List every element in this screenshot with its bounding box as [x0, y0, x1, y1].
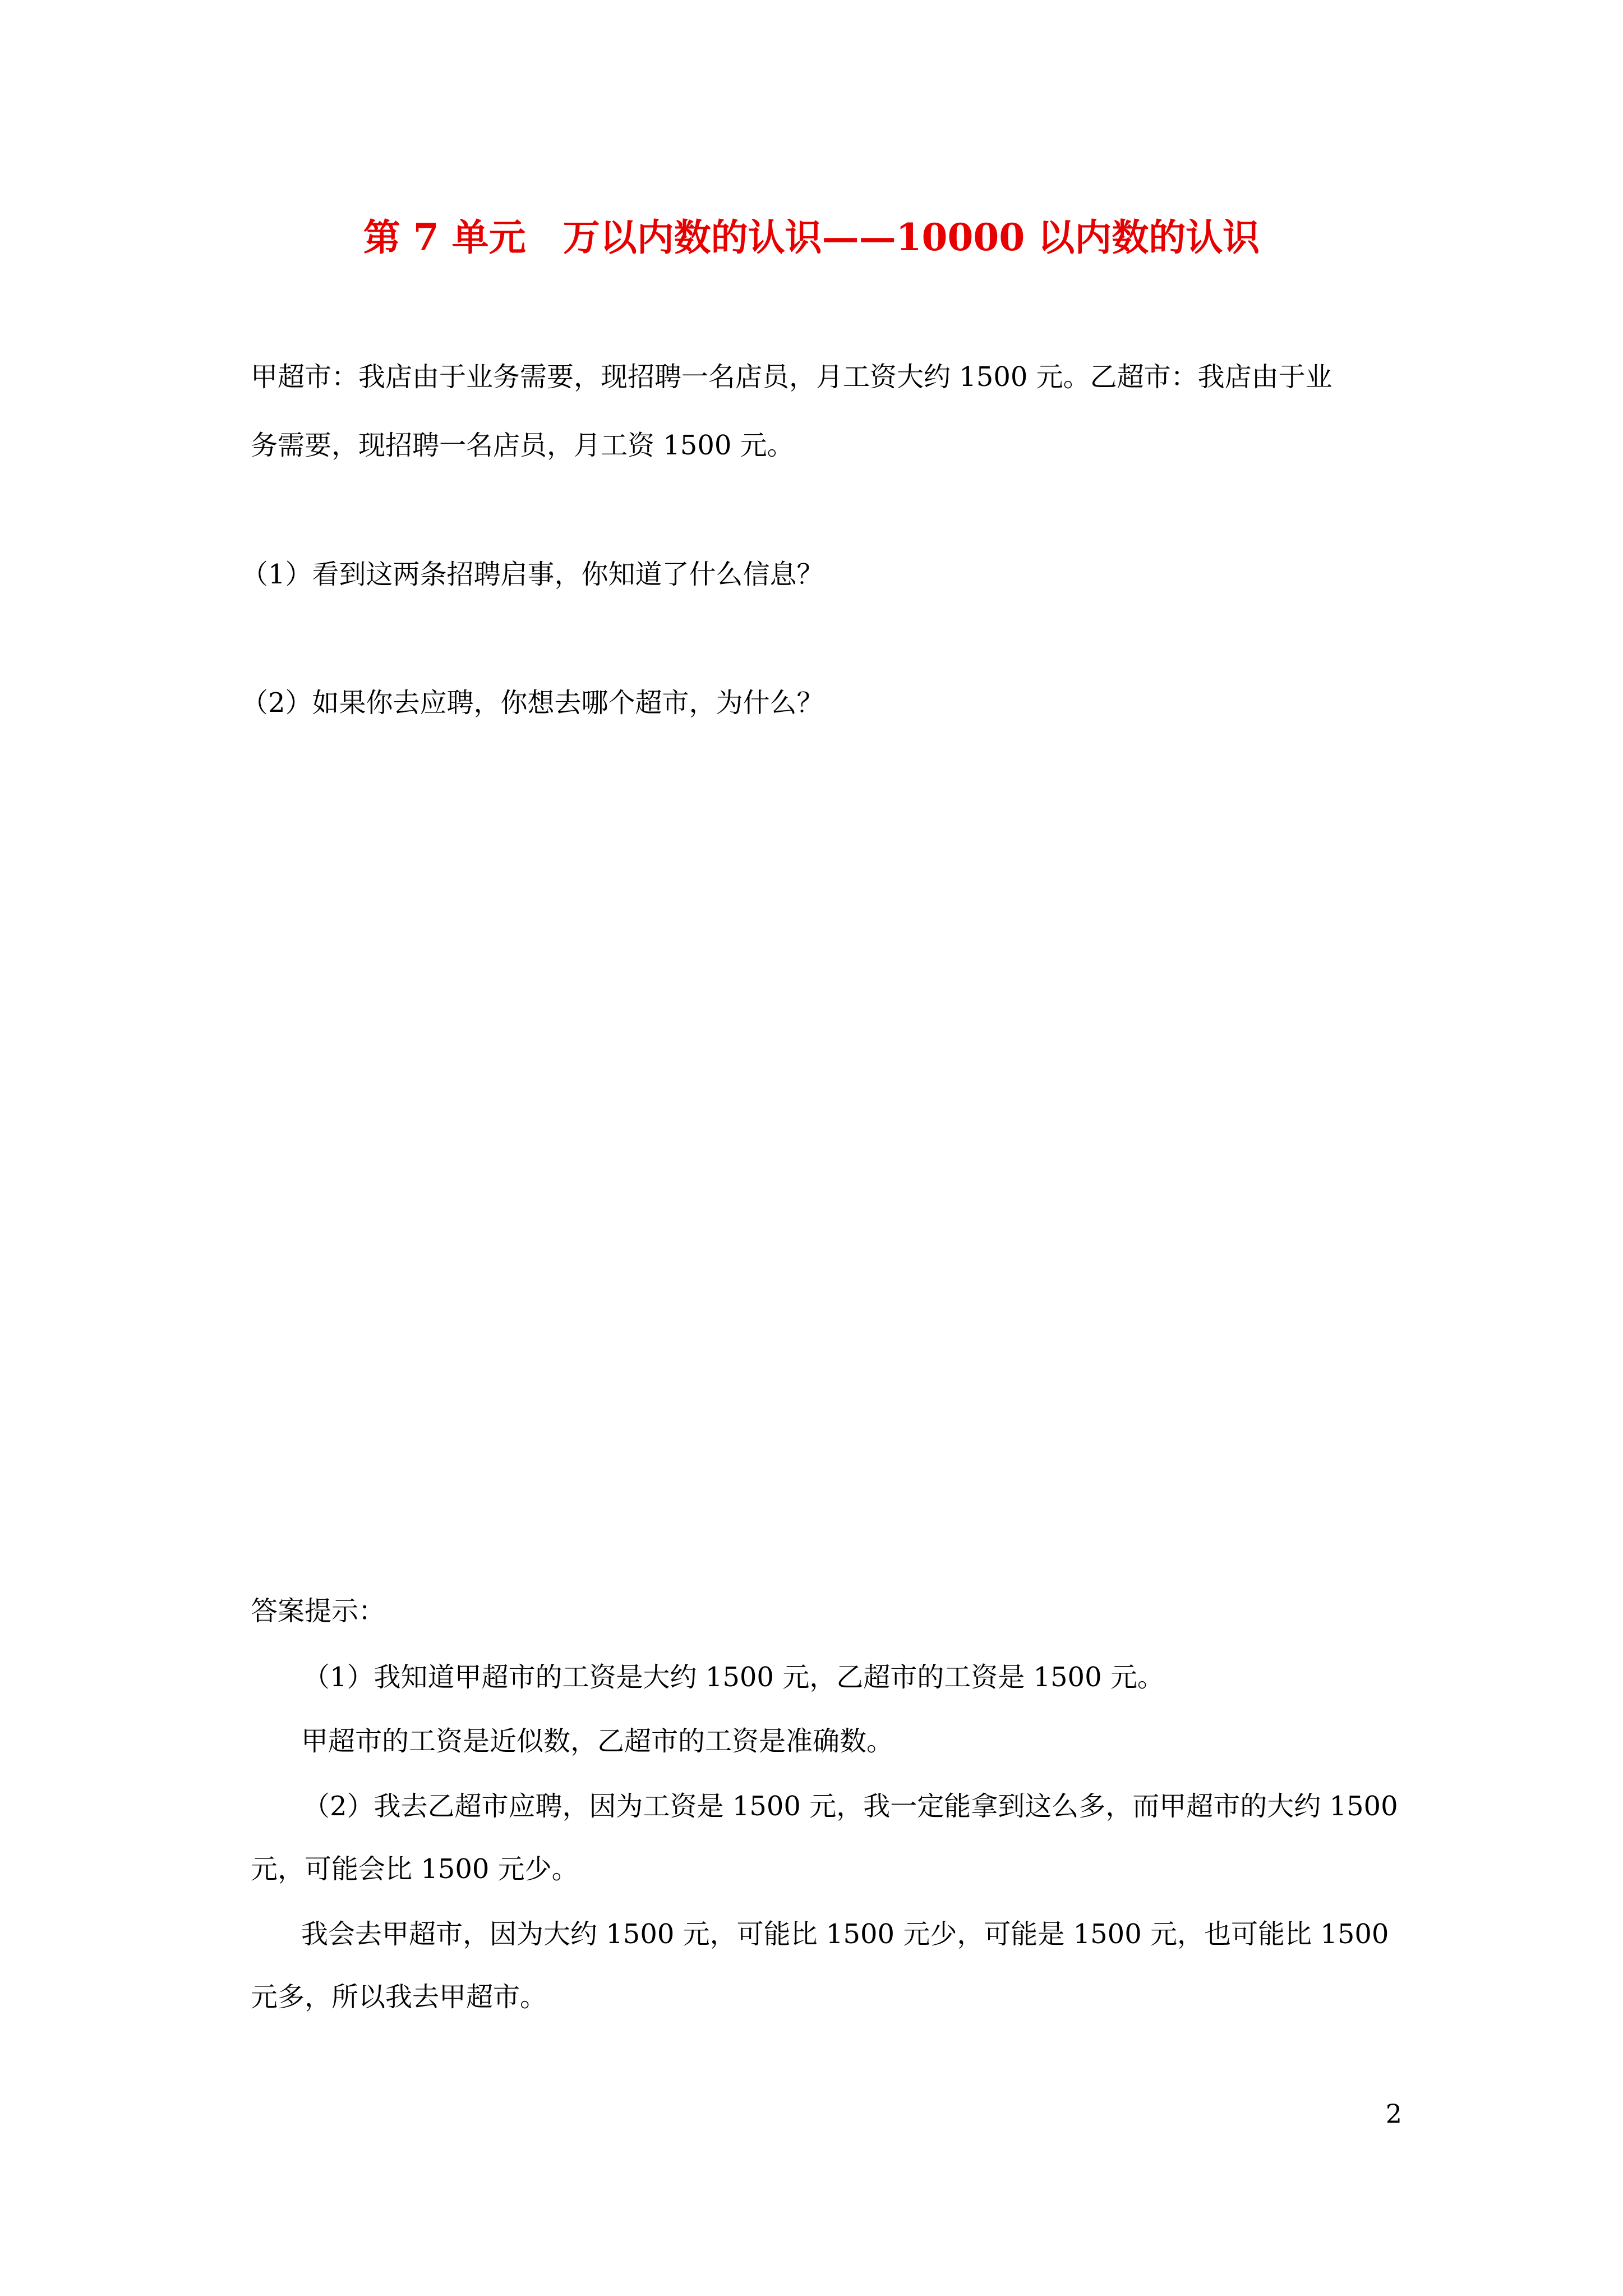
answer-line-6: 元多，所以我去甲超市。	[251, 1981, 547, 2013]
answer-line-1: （1）我知道甲超市的工资是大约 1500 元，乙超市的工资是 1500 元。	[303, 1662, 1164, 1693]
intro-line-2: 务需要，现招聘一名店员，月工资 1500 元。	[251, 430, 794, 461]
answer-line-2: 甲超市的工资是近似数，乙超市的工资是准确数。	[301, 1726, 894, 1757]
answer-line-5: 我会去甲超市，因为大约 1500 元，可能比 1500 元少，可能是 1500 元，也可能比 1500	[301, 1918, 1389, 1950]
answer-line-3: （2）我去乙超市应聘，因为工资是 1500 元，我一定能拿到这么多，而甲超市的大约 1500	[303, 1791, 1398, 1822]
document-title: 第 7 单元 万以内数的认识——10000 以内数的认识	[363, 215, 1260, 259]
intro-line-1: 甲超市：我店由于业务需要，现招聘一名店员，月工资大约 1500 元。乙超市：我店由于业	[251, 361, 1332, 393]
page-number: 2	[1385, 2099, 1402, 2129]
answer-line-4: 元，可能会比 1500 元少。	[251, 1853, 579, 1885]
answer-heading: 答案提示：	[251, 1595, 386, 1627]
question-2: （2）如果你去应聘，你想去哪个超市，为什么？	[241, 687, 824, 719]
question-1: （1）看到这两条招聘启事，你知道了什么信息？	[241, 559, 824, 590]
